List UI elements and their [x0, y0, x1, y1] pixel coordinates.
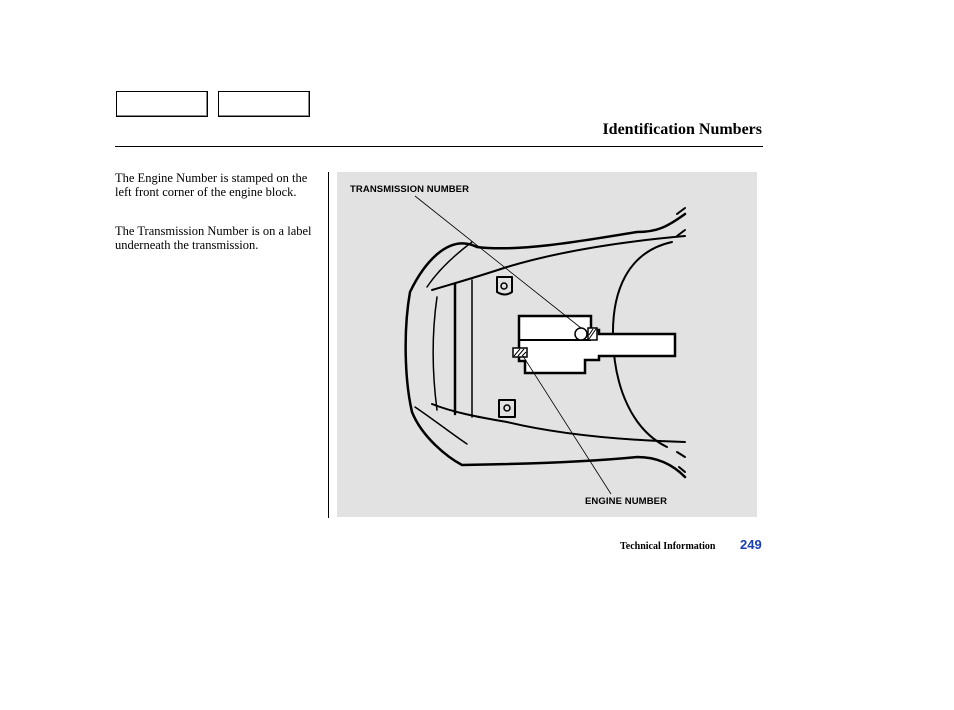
- engine-number-label: ENGINE NUMBER: [585, 496, 668, 507]
- header-divider: [115, 146, 763, 147]
- transmission-number-paragraph: The Transmission Number is on a label underneath the transmission.: [115, 224, 312, 252]
- column-divider: [328, 172, 329, 518]
- nav-previous-button[interactable]: [116, 91, 208, 117]
- page-title: Identification Numbers: [602, 121, 762, 138]
- engine-number-paragraph: The Engine Number is stamped on the left front corner of the engine block.: [115, 171, 308, 199]
- transmission-number-label: TRANSMISSION NUMBER: [350, 184, 470, 195]
- engine-bay-drawing: [337, 172, 757, 517]
- engine-location-illustration: [337, 172, 757, 517]
- page-number: 249: [740, 537, 762, 552]
- nav-next-button[interactable]: [218, 91, 310, 117]
- footer-section-title: Technical Information: [620, 541, 716, 552]
